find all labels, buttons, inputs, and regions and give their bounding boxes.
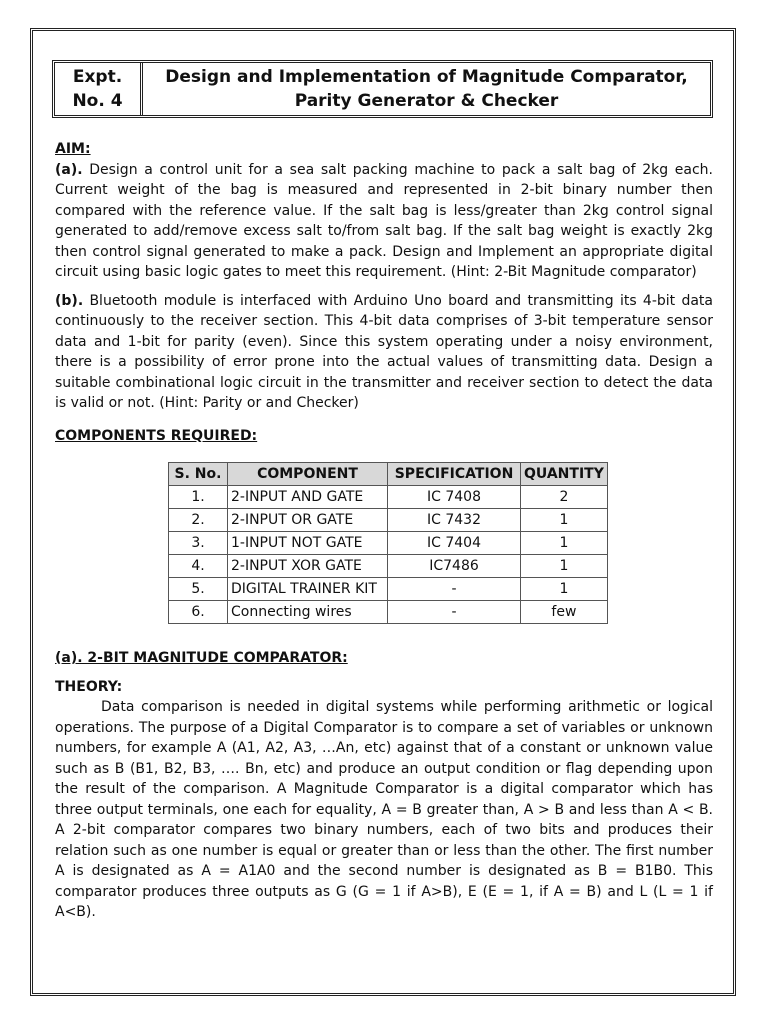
table-cell: IC 7432 [388,509,521,532]
column-header: S. No. [169,463,228,486]
table-cell: 1-INPUT NOT GATE [228,532,388,555]
table-cell: - [388,578,521,601]
table-cell: 1 [521,532,608,555]
table-cell: IC 7404 [388,532,521,555]
table-cell: 2-INPUT AND GATE [228,486,388,509]
table-cell: 3. [169,532,228,555]
table-cell: IC7486 [388,555,521,578]
document-body [55,139,713,923]
table-cell: IC 7408 [388,486,521,509]
table-cell: 4. [169,555,228,578]
table-header-row [169,463,608,486]
table-cell: 5. [169,578,228,601]
theory-heading: THEORY: [55,678,123,695]
table-row [169,555,608,578]
section-a-heading: (a). 2-BIT MAGNITUDE COMPARATOR: [55,650,348,666]
table-row [169,578,608,601]
table-cell: 2-INPUT XOR GATE [228,555,388,578]
aim-heading: AIM: [55,141,91,157]
table-row [169,532,608,555]
table-cell: 2-INPUT OR GATE [228,509,388,532]
expt-number: No. 4 [72,91,123,111]
title-line-1: Design and Implementation of Magnitude Comparator, [165,67,688,87]
experiment-title [143,63,710,115]
column-header: QUANTITY [521,463,608,486]
title-line-2: Parity Generator & Checker [294,91,559,111]
table-cell: - [388,601,521,624]
experiment-number [55,63,143,115]
aim-b-label: (b). [55,292,84,309]
experiment-header [52,60,713,118]
table-row [169,601,608,624]
table-cell: 1 [521,555,608,578]
column-header: SPECIFICATION [388,463,521,486]
aim-a-text: Design a control unit for a sea salt packing machine to pack a salt bag of 2kg each. Current weight of the bag is measured and represented in 2-bit binary number then compared with the reference value. If the salt bag is less/greater than 2kg control signal generated to add/remove excess salt to/from salt bag. If the salt bag weight is exactly 2kg then control signal generated to make a pack. Design and Implement an appropriate digital circuit using basic logic gates to meet this requirement. (Hint: 2-Bit Magnitude comparator) [55,161,713,280]
aim-b-text: Bluetooth module is interfaced with Arduino Uno board and transmitting its 4-bit data continuously to the receiver section. This 4-bit data comprises of 3-bit temperature sensor data and 1-bit for parity (even). Since this system operating under a noisy environment, there is a possibility of error prone into the actual values of transmitting data. Design a suitable combinational logic circuit in the transmitter and receiver section to detect the data is valid or not. (Hint: Parity or and Checker) [55,292,713,411]
table-cell: 6. [169,601,228,624]
table-cell: 2. [169,509,228,532]
aim-a-label: (a). [55,161,83,178]
table-cell: 1 [521,509,608,532]
table-cell: 2 [521,486,608,509]
table-row [169,509,608,532]
components-heading: COMPONENTS REQUIRED: [55,427,258,444]
table-row [169,486,608,509]
table-cell: 1. [169,486,228,509]
expt-label: Expt. [72,67,123,87]
table-cell: few [521,601,608,624]
table-cell: Connecting wires [228,601,388,624]
column-header: COMPONENT [228,463,388,486]
aim-part-a [55,160,713,283]
table-cell: DIGITAL TRAINER KIT [228,578,388,601]
theory-text: Data comparison is needed in digital systems while performing arithmetic or logical operations. The purpose of a Digital Comparator is to compare a set of variables or unknown numbers, for example A (A1, A2, A3, …An, etc) against that of a constant or unknown value such as B (B1, B2, B3, …. Bn, etc) and produce an output condition or flag depending upon the result of the comparison. A Magnitude Comparator is a digital comparator which has three output terminals, one each for equality, A = B greater than, A > B and less than A < B. A 2-bit comparator compares two binary numbers, each of two bits and produces their relation such as one number is equal or greater than or less than the other. The first number A is designated as A = A1A0 and the second number is designated as B = B1B0. This comparator produces three outputs as G (G = 1 if A>B), E (E = 1, if A = B) and L (L = 1 if A<B). [55,699,713,920]
table-cell: 1 [521,578,608,601]
aim-part-b [55,291,713,414]
components-table [168,462,608,624]
